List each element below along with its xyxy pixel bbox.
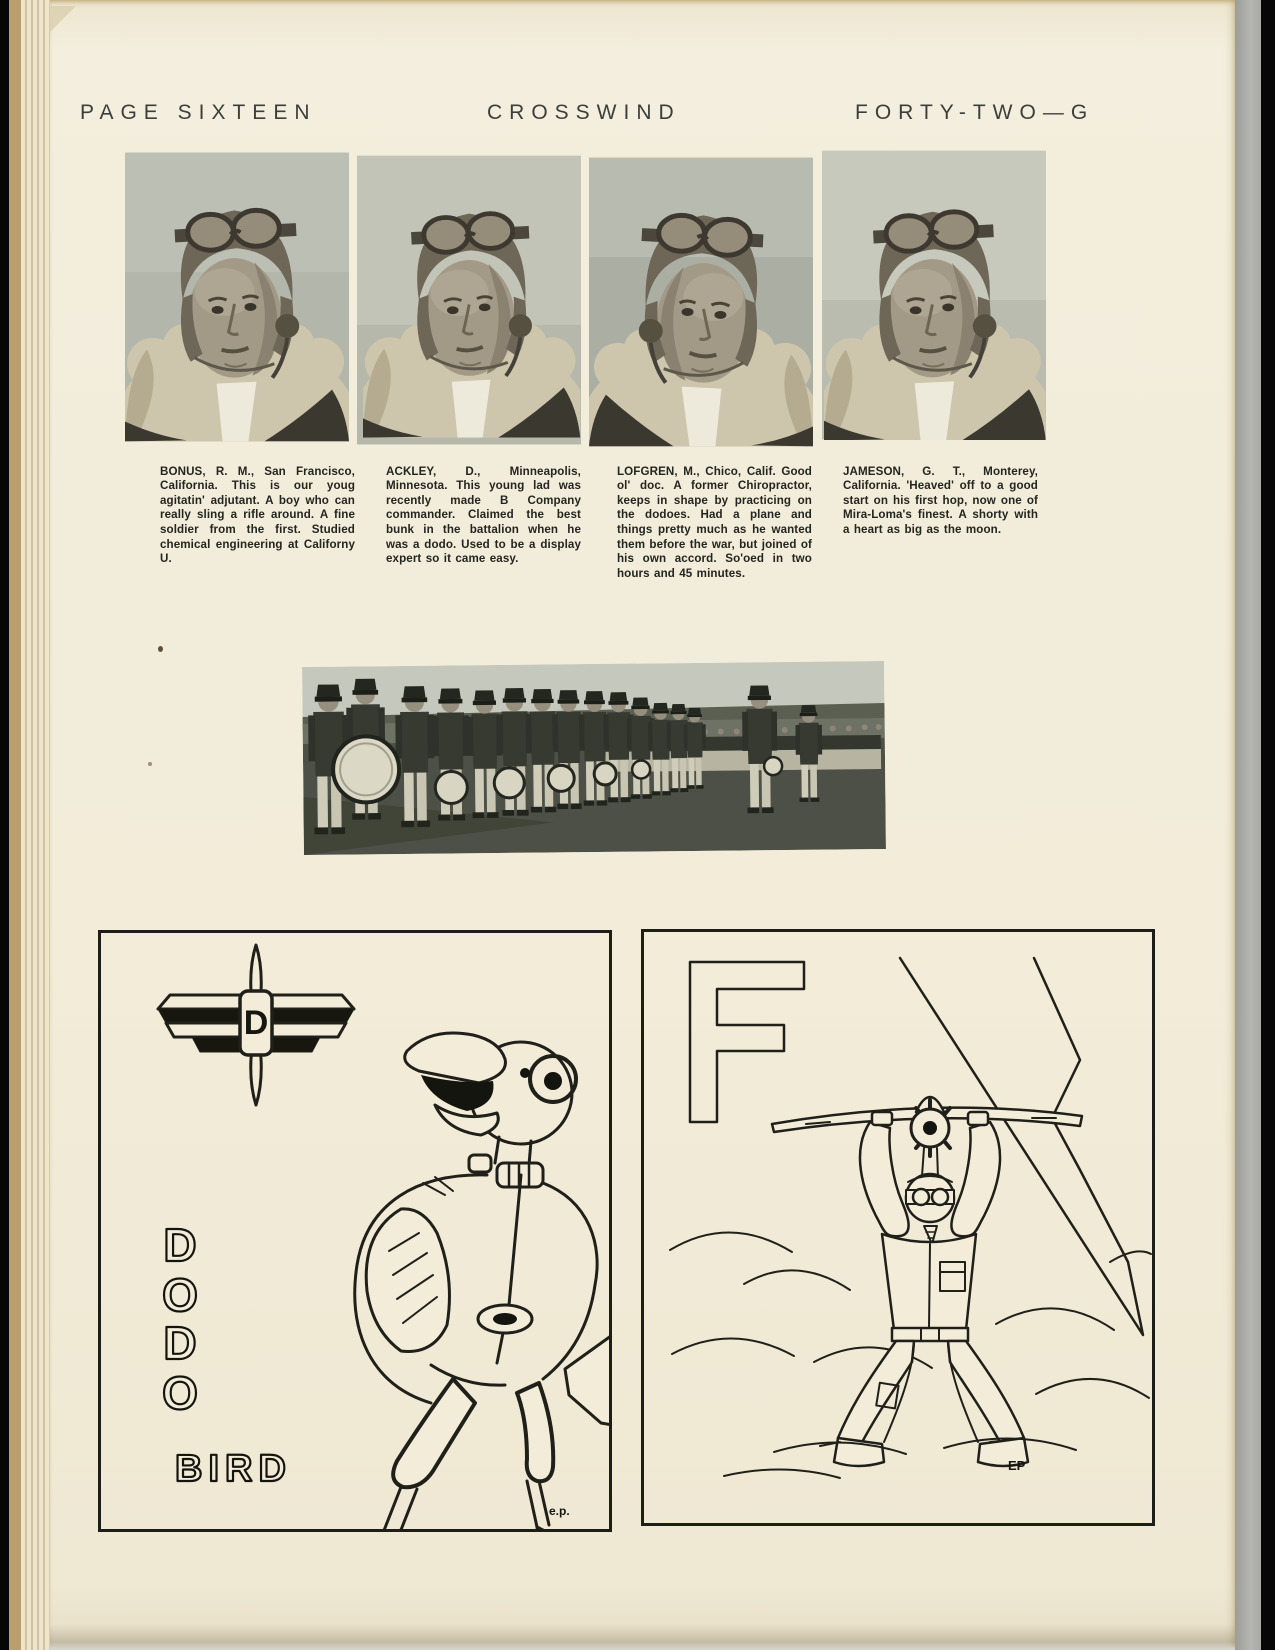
pilot-portrait-illustration <box>125 152 349 442</box>
book-spine <box>0 0 9 1650</box>
bio-text-ackley: ACKLEY, D., Minneapolis, Minnesota. This young lad was recently made B Company commander. Claimed the best bunk in the battalion when he was a dodo. Used to be a display expert so it came easy. <box>386 464 581 566</box>
paper-speck <box>158 646 163 652</box>
page-number-label: PAGE SIXTEEN <box>80 101 317 124</box>
band-formation-photo <box>302 661 886 855</box>
dodo-letter-3: D <box>163 1317 197 1369</box>
airplane-wing <box>772 1097 1082 1178</box>
pilot-portrait-illustration <box>357 155 581 445</box>
page-stack-edge <box>9 0 50 1650</box>
strongman-figure <box>834 1112 1028 1466</box>
artist-signature: e.p. <box>549 1504 570 1518</box>
letter-f-outline <box>690 962 804 1122</box>
portrait-photo-bonus <box>125 152 349 442</box>
scanner-background <box>1235 0 1261 1650</box>
portrait-photo-jameson <box>822 150 1046 440</box>
strongman-cartoon-panel <box>641 929 1155 1526</box>
winged-propeller-emblem <box>158 945 354 1105</box>
dodo-bird-cartoon-panel <box>98 930 612 1532</box>
page-dogear <box>50 6 76 32</box>
band-photo-illustration <box>302 661 886 855</box>
bio-text-lofgren: LOFGREN, M., Chico, Calif. Good ol' doc. A former Chiropractor, keeps in shape by practicing on the dodoes. Had a plane and things pretty much as he wanted them before the war, but joined of his own accord. So'oed in two hours and 45 minutes. <box>617 464 812 580</box>
page-bottom-shadow <box>50 1624 1235 1650</box>
portrait-photo-lofgren <box>589 157 813 447</box>
publication-title: CROSSWIND <box>487 101 681 124</box>
pilot-portrait-illustration <box>822 150 1046 440</box>
bio-text-bonus: BONUS, R. M., San Francisco, California. This is our youg agitatin' adjutant. A boy who can really sling a rifle around. A fine soldier from the first. Studied chemical engineering at Californy U. <box>160 464 355 566</box>
scanner-edge <box>1261 0 1275 1650</box>
bio-text-jameson: JAMESON, G. T., Monterey, California. 'Heaved' off to a good start on his first hop, now one of Mira-Loma's finest. A shorty with a heart as big as the moon. <box>843 464 1038 536</box>
dodo-letter-1: D <box>163 1219 197 1271</box>
dodo-letter-4: O <box>162 1367 198 1419</box>
paper-speck <box>148 762 152 766</box>
strongman-drawing <box>644 932 1152 1523</box>
artist-signature: EP <box>1008 1458 1026 1473</box>
class-label: FORTY-TWO—G <box>855 101 1095 124</box>
emblem-letter-d: D <box>243 1004 269 1042</box>
pilot-portrait-illustration <box>589 157 813 447</box>
portrait-photo-ackley <box>357 155 581 445</box>
dodo-letter-2: O <box>162 1269 198 1321</box>
dodo-bird-figure <box>301 1033 609 1529</box>
bird-word: BIRD <box>175 1448 292 1490</box>
dodo-bird-drawing <box>101 933 609 1529</box>
